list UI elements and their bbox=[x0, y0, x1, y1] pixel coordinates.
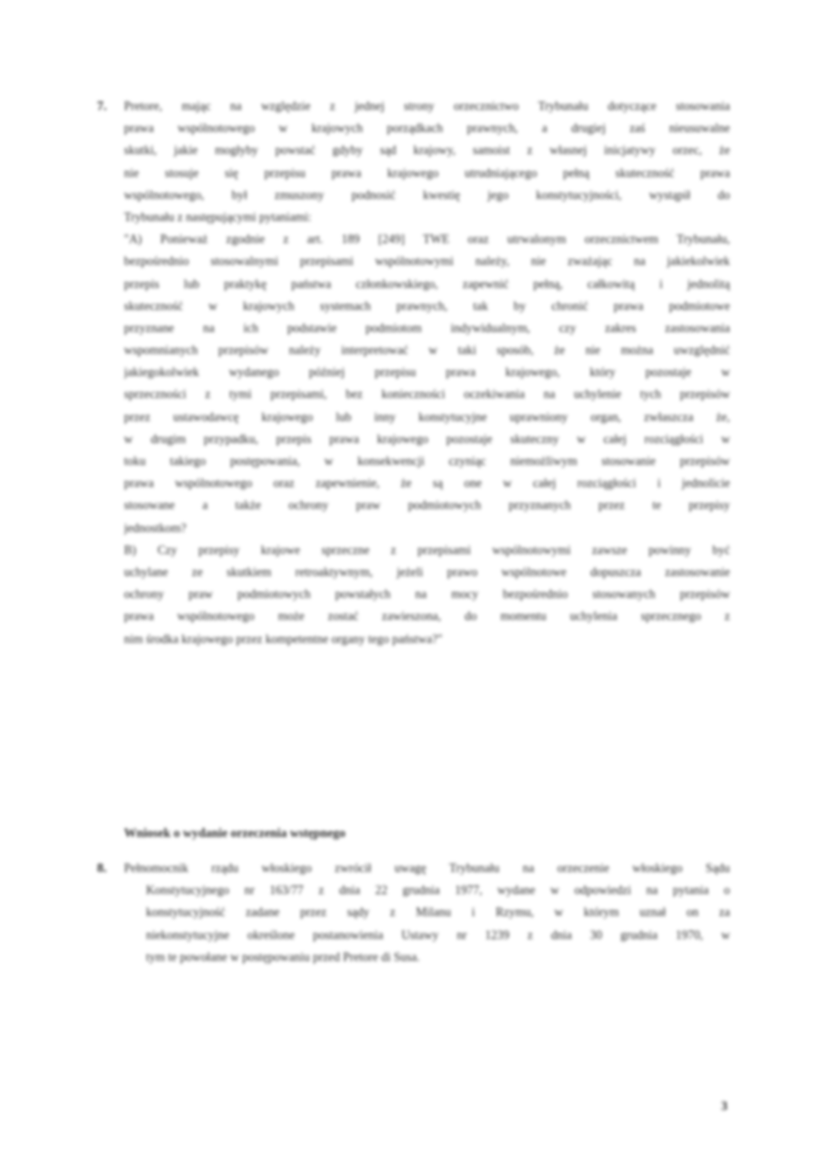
text-line: uchylane ze skutkiem retroaktywnym, jeżeli prawo wspólnotowe dopuszcza zastosowanie bbox=[124, 564, 730, 579]
paragraph-8 bbox=[124, 857, 730, 968]
paragraph-8-number: 8. bbox=[97, 860, 107, 875]
text-line: w drugim przypadku, przepis prawa krajowego pozostaje skuteczny w całej rozciągłości w bbox=[124, 431, 730, 446]
text-line: przepis lub praktykę państwa członkowskiego, zapewnić pełną, całkowitą i jednolitą bbox=[124, 276, 730, 291]
section-heading: Wniosek o wydanie orzeczenia wstępnego bbox=[124, 826, 346, 840]
text-line: prawa wspólnotowego może zostać zawieszona, do momentu uchylenia sprzecznego z bbox=[124, 609, 730, 624]
text-line: wspólnotowego, był zmuszony podnosić kwestię jego konstytucyjności, wystąpił do bbox=[124, 187, 730, 202]
text-line: stosowane a także ochrony praw podmiotowych przyznanych przez te przepisy bbox=[124, 498, 730, 513]
text-line: niekonstytucyjne określone postanowienia Ustawy nr 1239 z dnia 30 grudnia 1970, w bbox=[146, 927, 730, 942]
text-line: skuteczność w krajowych systemach prawnych, tak by chronić prawa podmiotowe bbox=[124, 298, 730, 313]
text-line: sprzeczności z tymi przepisami, bez konieczności oczekiwania na uchylenie tych przepisów bbox=[124, 387, 730, 402]
text-line: przez ustawodawcę krajowego lub inny konstytucyjne uprawniony organ, zwłaszcza że, bbox=[124, 409, 730, 424]
text-line: B) Czy przepisy krajowe sprzeczne z przepisami wspólnotowymi zawsze powinny być bbox=[124, 542, 730, 557]
text-line: konstytucyjność zadane przez sądy z Milanu i Rzymu, w którym uznał on za bbox=[146, 905, 730, 920]
text-line: "A) Ponieważ zgodnie z art. 189 [249] TWE oraz utrwalonym orzecznictwem Trybunału, bbox=[124, 232, 730, 247]
text-line: Konstytucyjnego nr 163/77 z dnia 22 grudnia 1977, wydane w odpowiedzi na pytania o bbox=[146, 883, 730, 898]
text-line: wspomnianych przepisów należy interpretować w taki sposób, że nie można uwzględnić bbox=[124, 343, 730, 358]
paragraph-7 bbox=[124, 95, 730, 650]
text-line: bezpośrednio stosowalnymi przepisami wspólnotowymi należy, nie zważając na jakiekolwiek bbox=[124, 254, 730, 269]
text-line: tym te powołane w postępowaniu przed Pretore di Susa. bbox=[146, 949, 420, 964]
text-line: prawa wspólnotowego oraz zapewnienie, że są one w całej rozciągłości i jednolicie bbox=[124, 476, 730, 491]
text-line: nim środka krajowego przez kompetentne organy tego państwa?" bbox=[124, 631, 443, 646]
text-line: jakiegokolwiek wydanego później przepisu prawa krajowego, który pozostaje w bbox=[124, 365, 730, 380]
text-line: Pełnomocnik rządu włoskiego zwrócił uwagę Trybunału na orzeczenie włoskiego Sądu bbox=[124, 861, 730, 875]
paragraph-7-number: 7. bbox=[97, 98, 107, 113]
text-line: jednostkom? bbox=[124, 520, 187, 535]
text-line: nie stosuje się przepisu prawa krajowego utrudniającego pełną skuteczność prawa bbox=[124, 165, 730, 180]
text-line: Pretore, mając na względzie z jednej strony orzecznictwo Trybunału dotyczące stosowania bbox=[124, 99, 730, 113]
text-line: toku takiego postępowania, w konsekwencji czyniąc niemożliwym stosowanie przepisów bbox=[124, 454, 730, 468]
text-line: ochrony praw podmiotowych powstałych na mocy bezpośrednio stosowanych przepisów bbox=[124, 587, 730, 602]
text-line: skutki, jakie mogłyby powstać gdyby sąd krajowy, samoist z własnej inicjatywy orzec, że bbox=[124, 143, 730, 158]
page-number: 3 bbox=[721, 1098, 728, 1113]
text-line: Trybunału z następującymi pytaniami: bbox=[124, 209, 312, 224]
text-line: przyznane na ich podstawie podmiotom indywidualnym, czy zakres zastosowania bbox=[124, 320, 730, 335]
text-line: prawa wspólnotowego w krajowych porządkach prawnych, a drugiej zaś nieusuwalne bbox=[124, 121, 730, 136]
